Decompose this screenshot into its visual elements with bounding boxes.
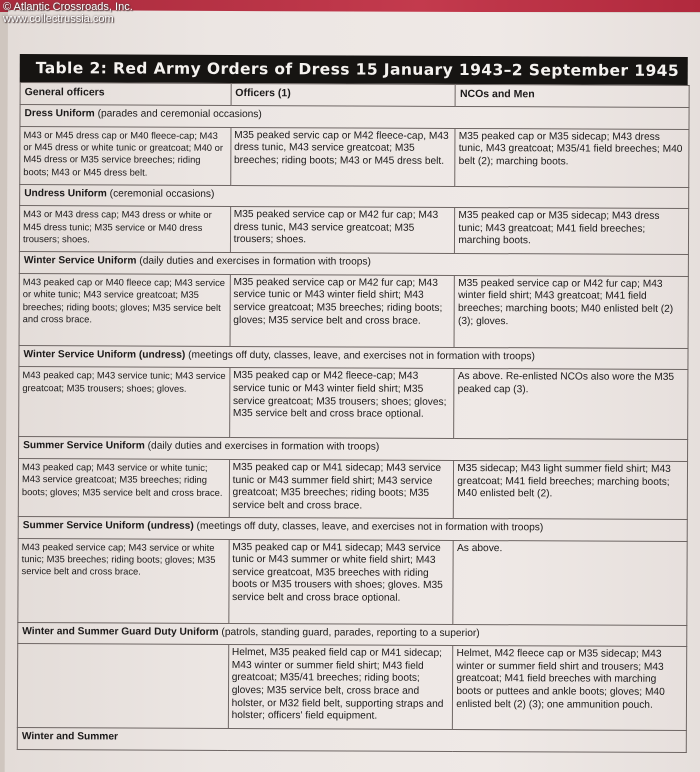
- section-name: Winter Service Uniform: [23, 255, 137, 267]
- cell-general: M43 or M45 dress cap or M40 fleece-cap; M43 or M45 dress or white tunic or greatcoat; M40 or M45 dress or M35 service breeches; riding boots; M43 or M45 dress belt.: [20, 126, 231, 185]
- section-row: [20, 105, 689, 130]
- book-page: [5, 10, 700, 772]
- watermark: [3, 1, 133, 25]
- section-heading: [19, 252, 688, 277]
- table-row: [18, 459, 687, 520]
- section-heading: [18, 622, 687, 647]
- header-officers: Officers (1): [231, 83, 456, 106]
- cell-ncos: Helmet, M42 fleece cap or M35 sidecap; M43 winter or summer field shirt and trousers; M43 greatcoat; M41 field breeches with marching boots or puttees and ankle boots; gloves; M40 enlisted belt (2) (3); one ammunition pouch.: [453, 646, 687, 731]
- table-row: [19, 273, 688, 348]
- section-name: Winter Service Uniform (undress): [23, 348, 186, 361]
- cell-general: M43 peaked service cap; M43 service or white tunic; M35 breeches; riding boots; gloves; M35 service belt and cross brace.: [18, 538, 229, 623]
- cell-officers: M35 peaked cap or M41 sidecap; M43 service tunic or M43 summer or white field shirt; M43 service greatcoat, M35 breeches with riding boots or M35 trousers with shoes; gloves. M35 service belt and cross brace optional.: [228, 539, 453, 624]
- section-description: (parades and ceremonial occasions): [94, 108, 262, 121]
- section-row: [19, 252, 688, 277]
- header-general-officers: General officers: [20, 83, 231, 106]
- section-description: (daily duties and exercises in formation with troops): [136, 255, 371, 268]
- section-name: Winter and Summer: [21, 731, 118, 743]
- section-row: [17, 728, 686, 753]
- section-heading: [18, 517, 687, 542]
- section-row: [18, 622, 687, 647]
- cell-ncos: As above. Re-enlisted NCOs also wore the M35 peaked cap (3).: [454, 369, 688, 440]
- section-description: (patrols, standing guard, parades, reporting to a superior): [218, 626, 480, 639]
- section-heading: [20, 105, 689, 130]
- section-name: Winter and Summer Guard Duty Uniform: [22, 625, 219, 638]
- section-name: Summer Service Uniform: [23, 440, 145, 452]
- table-row: [18, 538, 687, 625]
- table-row: [17, 644, 686, 731]
- section-name: Undress Uniform: [24, 187, 107, 200]
- section-description: (meetings off duty, classes, leave, and exercises not in formation with troops): [185, 349, 535, 363]
- table-row: [20, 126, 689, 187]
- table-row: [19, 367, 688, 440]
- orders-of-dress-table: [17, 82, 690, 753]
- cell-officers: M35 peaked service cap or M42 fur cap; M43 dress tunic, M43 service greatcoat; M35 trousers; shoes.: [230, 207, 455, 254]
- watermark-line-1: © Atlantic Crossroads, Inc.: [3, 1, 133, 13]
- section-row: [20, 184, 689, 209]
- cell-officers: Helmet, M35 peaked field cap or M41 sidecap; M43 winter or summer field shirt; M43 field greatcoat; M35/41 breeches; riding boots; gloves; M35 service belt, cross brace and holster, or M32 field belt, supporting straps and holster; officers' field equipment.: [228, 645, 453, 730]
- section-heading: [17, 728, 686, 753]
- section-row: [18, 517, 687, 542]
- section-description: (meetings off duty, classes, leave, and exercises not in formation with troops): [193, 520, 544, 534]
- cell-general: M43 peaked cap; M43 service or white tunic; M43 service greatcoat; M35 breeches; riding boots; gloves; M35 service belt and cross brace.: [18, 459, 229, 518]
- table-row: [19, 206, 688, 255]
- cell-ncos: M35 sidecap; M43 light summer field shirt; M43 greatcoat; M41 field breeches; marching boots; M40 enlisted belt (2).: [454, 460, 688, 519]
- cell-officers: M35 peaked servic cap or M42 fleece-cap, M43 dress tunic, M43 service greatcoat; M35 breeches; riding boots; M43 or M45 dress belt.: [230, 127, 455, 186]
- section-heading: [20, 184, 689, 209]
- section-row: [19, 437, 688, 462]
- cell-general: M43 peaked cap; M43 service tunic; M43 service greatcoat; M35 trousers; shoes; gloves.: [19, 367, 230, 438]
- cell-officers: M35 peaked cap or M42 fleece-cap; M43 service tunic or M43 winter field shirt; M35 service greatcoat; M35 trousers; shoes; gloves; M35 service belt and cross brace optional.: [229, 368, 454, 439]
- cell-general: M43 peaked cap or M40 fleece cap; M43 service or white tunic; M43 service greatcoat; M35 breeches; riding boots; gloves; M35 service belt and cross brace.: [19, 273, 230, 346]
- section-description: (ceremonial occasions): [106, 188, 215, 200]
- section-name: Dress Uniform: [24, 108, 95, 120]
- cell-officers: M35 peaked cap or M41 sidecap; M43 service tunic or M43 summer field shirt; M43 service greatcoat; M35 breeches; riding boots; M35 service belt and cross brace.: [229, 459, 454, 518]
- header-row: [20, 83, 689, 108]
- cell-ncos: M35 peaked service cap or M42 fur cap; M43 winter field shirt; M43 greatcoat; M41 field breeches; marching boots; M40 enlisted belt (2) (3); gloves.: [454, 275, 688, 348]
- watermark-line-2: www.collectrussia.com: [3, 13, 114, 25]
- header-ncos-and-men: NCOs and Men: [455, 84, 689, 107]
- cell-officers: M35 peaked service cap or M42 fur cap; M43 service tunic or M43 winter field shirt; M43 service greatcoat; M35 breeches; riding boots; gloves; M35 service belt and cross brace.: [230, 274, 455, 347]
- section-heading: [19, 437, 688, 462]
- section-heading: [19, 345, 688, 370]
- cell-ncos: M35 peaked cap or M35 sidecap; M43 dress tunic; M43 greatcoat; M41 field breeches; marching boots.: [455, 208, 689, 255]
- cell-general: M43 or M43 dress cap; M43 dress or white or M45 dress tunic; M35 service or M40 dress trousers; shoes.: [19, 206, 230, 253]
- table-title: Table 2: Red Army Orders of Dress 15 January 1943–2 September 1945: [20, 54, 688, 85]
- cell-general: [17, 644, 228, 729]
- section-name: Summer Service Uniform (undress): [22, 520, 194, 532]
- cell-ncos: As above.: [453, 540, 687, 625]
- section-row: [19, 345, 688, 370]
- section-description: (daily duties and exercises in formation with troops): [144, 440, 380, 453]
- cell-ncos: M35 peaked cap or M35 sidecap; M43 dress tunic, M43 greatcoat; M35/41 field breeches; M40 belt (2); marching boots.: [455, 128, 689, 187]
